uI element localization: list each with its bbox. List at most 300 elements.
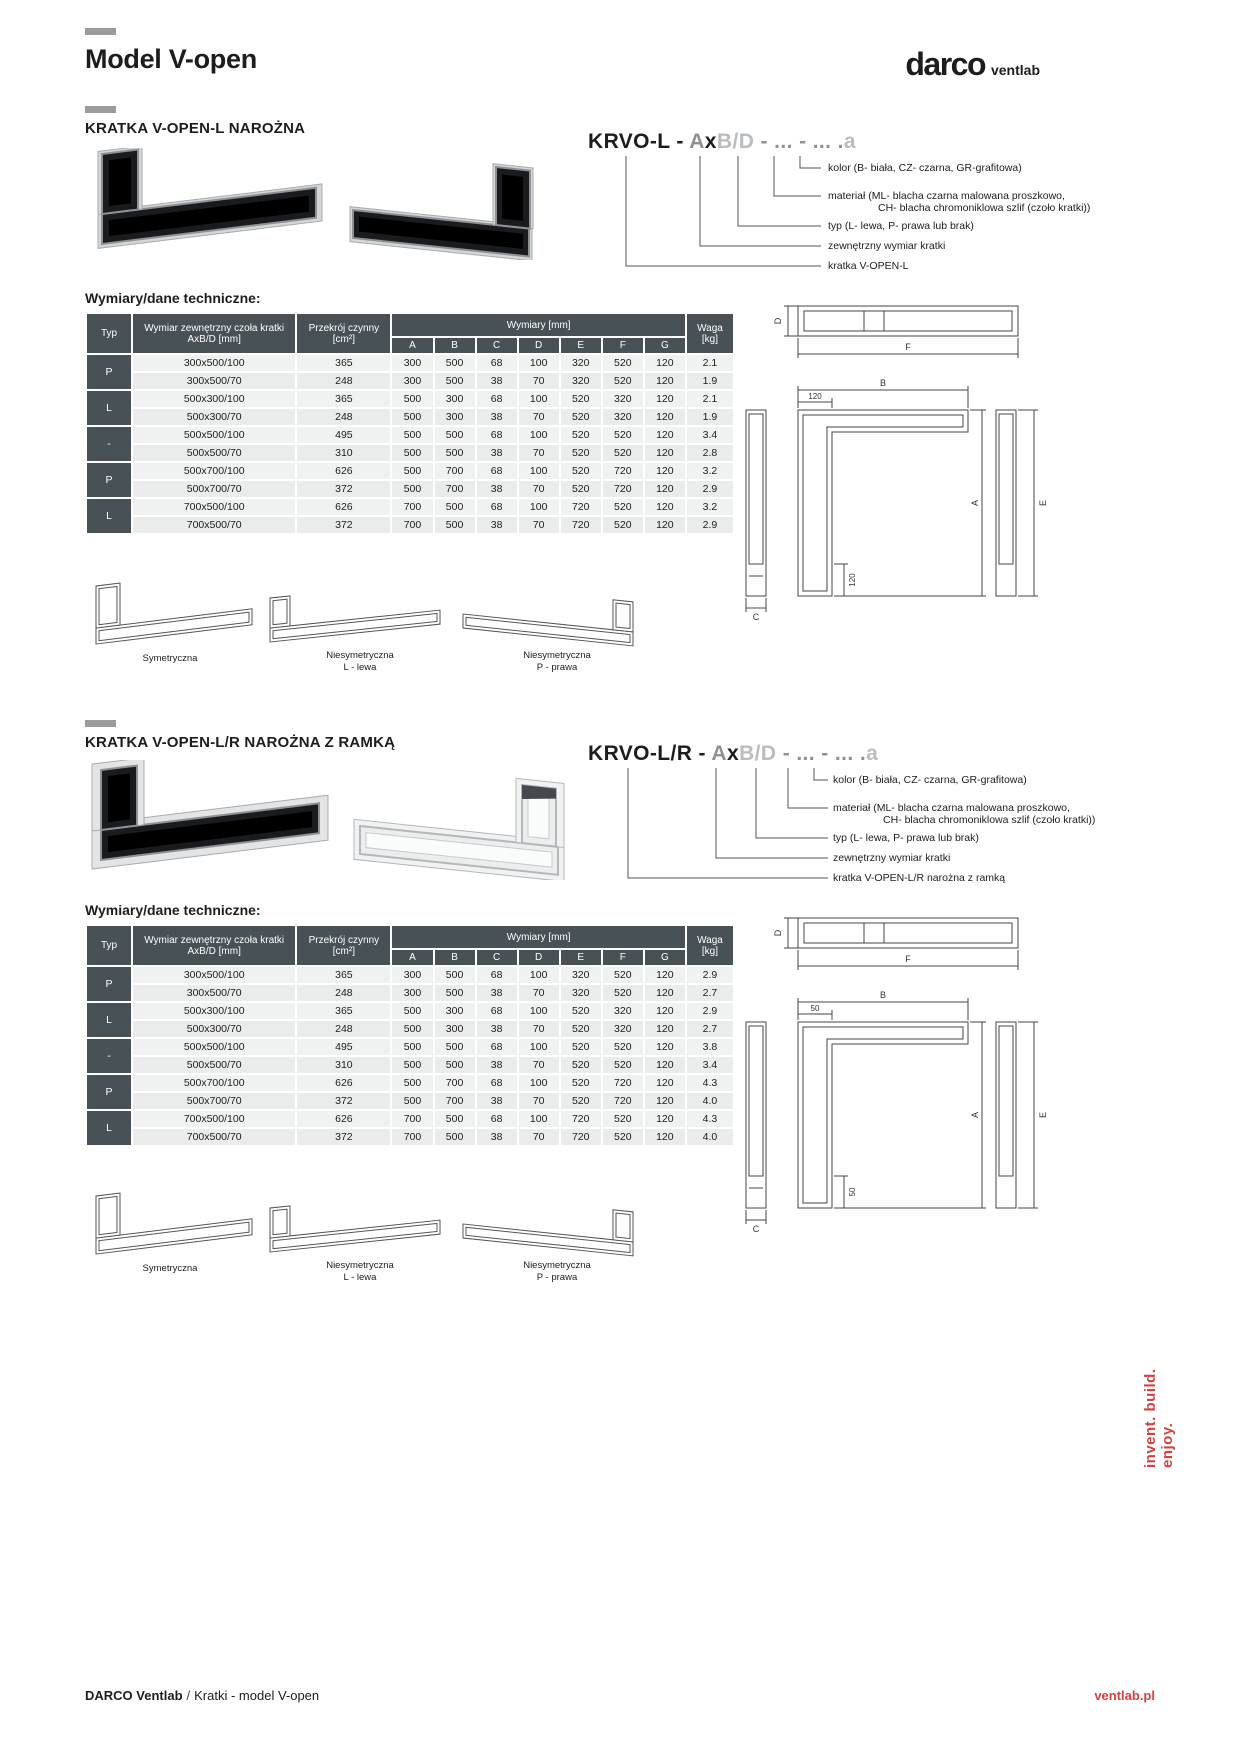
table-cell: 520 [603,373,643,389]
table-cell: 520 [603,1111,643,1127]
table-cell: 626 [297,1111,390,1127]
table-row [87,1093,733,1109]
table-cell: 720 [561,1111,601,1127]
table-cell: 500x700/100 [133,1075,295,1091]
table-cell: 500 [392,1057,432,1073]
table-cell: 520 [561,1003,601,1019]
footer-left [85,1688,319,1703]
annotation-text: kolor (B- biała, CZ- czarna, GR-grafitowa) [828,162,1022,174]
footer-brand: DARCO Ventlab [85,1688,183,1703]
table-cell: 68 [477,1003,517,1019]
table-cell: 700 [392,517,432,533]
table-cell: 700 [435,1093,475,1109]
table-cell: 120 [645,463,685,479]
annotation-text: typ (L- lewa, P- prawa lub brak) [828,220,974,232]
table-cell: 300 [435,391,475,407]
table-header-cell: F [603,950,643,965]
table-header-cell: G [645,950,685,965]
caption-line: P - prawa [536,1272,578,1283]
table-cell: 365 [297,1003,390,1019]
table-cell: 300 [392,373,432,389]
table-cell: 700x500/70 [133,517,295,533]
annotation-text: kratka V-OPEN-L [828,260,909,272]
table-header-cell: Przekrój czynny [cm²] [297,314,390,353]
dim-label-a: A [970,1111,980,1119]
wireframe-asymmetric-left [262,1184,452,1259]
footer-site-link[interactable]: ventlab.pl [1094,1688,1155,1703]
table-cell: 38 [477,373,517,389]
section-1-subheading: Wymiary/dane techniczne: [85,290,261,306]
wireframe-symmetric [88,570,268,650]
table-cell: 720 [603,1075,643,1091]
table-cell: 2.7 [687,1021,733,1037]
table-cell: 310 [297,1057,390,1073]
table-cell: 520 [603,1039,643,1055]
table-cell: 120 [645,985,685,1001]
table-cell: 500 [392,1093,432,1109]
table-cell: 2.9 [687,517,733,533]
table-cell: 300 [435,409,475,425]
table-cell: 2.7 [687,985,733,1001]
type-cell: L [87,499,131,533]
table-cell: 520 [603,445,643,461]
annotation-outer-dim [833,853,950,865]
table-cell: 520 [561,1093,601,1109]
dim-label-e: E [1038,499,1048,507]
annotation-type [828,221,974,233]
table-cell: 120 [645,1129,685,1145]
table-header-cell: E [561,950,601,965]
table-header-cell: Typ [87,926,131,965]
table-cell: 520 [561,427,601,443]
section-dash [85,106,116,113]
table-cell: 626 [297,1075,390,1091]
table-header-cell: B [435,950,475,965]
table-cell: 495 [297,427,390,443]
table-cell: 700 [392,1129,432,1145]
table-cell: 300 [435,1021,475,1037]
dim-label-strip-top: 120 [808,392,822,401]
table-row [87,1129,733,1145]
wireframe-symmetric [88,1180,268,1260]
table-cell: 320 [603,409,643,425]
dim-label-d: D [773,317,783,325]
variant-caption-left [290,1260,430,1284]
section-1-heading: KRATKA V-OPEN-L NAROŻNA [85,120,306,137]
table-header-cell: Przekrój czynny [cm²] [297,926,390,965]
table-header-cell: Wymiar zewnętrzny czoła kratki AxB/D [mm] [133,926,295,965]
annotation-text: materiał (ML- blacha czarna malowana proszkowo, [828,190,1065,202]
table-header-cell: E [561,338,601,353]
technical-drawing-2 [738,910,1050,1238]
logo-darco: darco [905,46,985,82]
technical-drawing-1 [738,298,1050,626]
table-cell: 520 [561,463,601,479]
code-segment: KRVO-L - [588,130,684,153]
table-cell: 500 [392,1075,432,1091]
section-2-heading: KRATKA V-OPEN-L/R NAROŻNA Z RAMKĄ [85,734,396,751]
table-cell: 3.4 [687,1057,733,1073]
table-cell: 500 [435,445,475,461]
table-cell: 520 [561,481,601,497]
table-cell: 120 [645,355,685,371]
table-cell: 500x700/70 [133,481,295,497]
table-cell: 120 [645,445,685,461]
table-row [87,355,733,371]
table-row [87,1039,733,1055]
side-slogan: invent. build. enjoy. [1142,1368,1176,1468]
table-cell: 38 [477,1093,517,1109]
table-cell: 100 [519,391,559,407]
code-segment: x [726,742,740,765]
table-row [87,463,733,479]
table-cell: 500x700/70 [133,1093,295,1109]
table-cell: 100 [519,1039,559,1055]
table-row [87,985,733,1001]
table-cell: 100 [519,967,559,983]
type-cell: - [87,1039,131,1073]
annotation-color [828,163,1022,175]
dim-label-strip-bottom: 120 [848,573,857,587]
annotation-material [828,191,1090,214]
table-header-cell: C [477,338,517,353]
dim-label-strip-top: 50 [810,1004,820,1013]
dim-label-f: F [905,954,911,964]
table-cell: 2.9 [687,967,733,983]
table-cell: 300x500/100 [133,967,295,983]
annotation-text: kratka V-OPEN-L/R narożna z ramką [833,872,1006,884]
table-cell: 120 [645,517,685,533]
table-header-cell: A [392,338,432,353]
dim-label-c: C [752,1224,760,1234]
table-cell: 70 [519,481,559,497]
code-segment: KRVO-L/R - [588,742,706,765]
table-cell: 300 [392,967,432,983]
table-cell: 38 [477,409,517,425]
table-cell: 320 [561,373,601,389]
table-cell: 720 [561,517,601,533]
table-cell: 520 [561,1057,601,1073]
table-cell: 372 [297,1093,390,1109]
section-dash [85,720,116,727]
table-cell: 320 [561,985,601,1001]
table-cell: 310 [297,445,390,461]
table-cell: 500x500/100 [133,427,295,443]
table-header-cell: Waga [kg] [687,926,733,965]
type-cell: L [87,391,131,425]
table-cell: 500 [392,481,432,497]
table-cell: 700 [435,463,475,479]
annotation-text: CH- blacha chromoniklowa szlif (czoło kratki)) [883,813,1096,826]
variant-caption-symmetric [110,653,230,665]
section-dash [85,28,116,35]
table-cell: 700 [435,481,475,497]
table-row [87,1003,733,1019]
table-cell: 700x500/100 [133,499,295,515]
annotation-outer-dim [828,241,945,253]
table-cell: 68 [477,391,517,407]
table-cell: 520 [603,1057,643,1073]
table-cell: 520 [561,1039,601,1055]
table-cell: 700x500/70 [133,1129,295,1145]
code-segment: B/D [739,742,777,765]
table-cell: 3.2 [687,499,733,515]
table-cell: 500 [435,1129,475,1145]
annotation-type [833,833,979,845]
table-row [87,1057,733,1073]
type-cell: P [87,355,131,389]
table-cell: 720 [603,463,643,479]
code-segment: A [683,130,705,153]
table-cell: 500x700/100 [133,463,295,479]
table-cell: 100 [519,499,559,515]
table-header-cell: Wymiary [mm] [392,926,684,948]
table-cell: 500 [435,427,475,443]
footer-doc-title: Kratki - model V-open [194,1688,320,1703]
brand-logo [855,46,1040,83]
table-cell: 120 [645,1039,685,1055]
annotation-material [833,803,1095,826]
table-header-cell: Waga [kg] [687,314,733,353]
table-cell: 626 [297,499,390,515]
dim-label-strip-bottom: 50 [848,1187,857,1197]
variant-caption-symmetric [110,1263,230,1275]
table-cell: 500 [392,391,432,407]
product-image-corner-grille-black-1 [88,148,338,260]
table-cell: 520 [603,427,643,443]
code-segment: B/D [716,130,755,153]
table-cell: 248 [297,985,390,1001]
annotation-color [833,775,1027,787]
table-cell: 120 [645,1075,685,1091]
table-cell: 38 [477,1129,517,1145]
table-cell: 100 [519,1075,559,1091]
table-cell: 70 [519,1093,559,1109]
table-cell: 500x500/70 [133,1057,295,1073]
table-cell: 520 [603,1129,643,1145]
dim-label-e: E [1038,1111,1048,1119]
variant-caption-right [487,1260,627,1284]
table-cell: 38 [477,1021,517,1037]
table-cell: 700x500/100 [133,1111,295,1127]
table-header-cell: A [392,950,432,965]
table-cell: 720 [603,1093,643,1109]
code-segment: a [843,130,856,153]
table-cell: 38 [477,517,517,533]
table-row [87,481,733,497]
table-cell: 2.1 [687,391,733,407]
table-row [87,1111,733,1127]
table-cell: 500x300/70 [133,1021,295,1037]
product-image-framed-grille-white [350,762,580,880]
table-cell: 365 [297,391,390,407]
table-cell: 3.8 [687,1039,733,1055]
dim-label-b: B [879,990,887,1000]
caption-line: L - lewa [343,662,377,673]
table-cell: 520 [561,1075,601,1091]
page-title: Model V-open [85,44,257,74]
table-cell: 520 [561,409,601,425]
table-cell: 500 [392,1039,432,1055]
table-cell: 500 [435,1039,475,1055]
table-cell: 500 [392,1003,432,1019]
table-header-cell: B [435,338,475,353]
dim-label-b: B [879,378,887,388]
table-cell: 248 [297,373,390,389]
table-cell: 520 [561,391,601,407]
table-cell: 500x300/70 [133,409,295,425]
table-cell: 626 [297,463,390,479]
table-cell: 100 [519,1111,559,1127]
table-cell: 68 [477,427,517,443]
table-cell: 2.9 [687,481,733,497]
table-header-cell: G [645,338,685,353]
table-cell: 38 [477,481,517,497]
table-cell: 120 [645,427,685,443]
type-cell: P [87,967,131,1001]
table-row [87,391,733,407]
table-cell: 1.9 [687,373,733,389]
table-cell: 495 [297,1039,390,1055]
table-cell: 70 [519,373,559,389]
table-cell: 720 [603,481,643,497]
product-image-corner-grille-black-2 [345,150,545,260]
table-cell: 700 [392,499,432,515]
table-cell: 4.0 [687,1093,733,1109]
table-cell: 120 [645,1003,685,1019]
table-cell: 70 [519,409,559,425]
table-cell: 248 [297,1021,390,1037]
table-cell: 2.9 [687,1003,733,1019]
table-cell: 372 [297,481,390,497]
table-cell: 520 [561,445,601,461]
caption-line: P - prawa [536,662,578,673]
table-cell: 300x500/100 [133,355,295,371]
table-cell: 520 [603,355,643,371]
wireframe-asymmetric-right [455,574,645,649]
wireframe-asymmetric-right [455,1184,645,1259]
table-cell: 120 [645,373,685,389]
table-cell: 320 [603,391,643,407]
product-code [588,742,878,766]
dimensions-table-1 [85,312,735,535]
annotation-text: materiał (ML- blacha czarna malowana proszkowo, [833,802,1070,814]
code-segment: - ... - ... . [754,130,844,153]
table-cell: 68 [477,1039,517,1055]
table-header-cell: F [603,338,643,353]
table-cell: 500 [435,517,475,533]
table-cell: 520 [603,985,643,1001]
caption-line: Symetryczna [142,1263,198,1274]
table-cell: 68 [477,463,517,479]
table-cell: 100 [519,355,559,371]
table-cell: 500 [435,1111,475,1127]
caption-line: Niesymetryczna [523,650,591,661]
table-cell: 2.8 [687,445,733,461]
table-cell: 720 [561,499,601,515]
code-segment: x [704,130,717,153]
caption-line: Niesymetryczna [326,1260,394,1271]
table-cell: 120 [645,481,685,497]
table-cell: 68 [477,355,517,371]
table-cell: 500 [392,427,432,443]
product-code [588,130,856,154]
type-cell: L [87,1111,131,1145]
table-cell: 120 [645,409,685,425]
dim-label-d: D [773,929,783,937]
table-cell: 3.2 [687,463,733,479]
table-cell: 520 [603,517,643,533]
variant-caption-left [290,650,430,674]
annotation-text: typ (L- lewa, P- prawa lub brak) [833,832,979,844]
table-row [87,409,733,425]
table-header-cell: C [477,950,517,965]
table-cell: 70 [519,517,559,533]
table-cell: 372 [297,1129,390,1145]
dimensions-table-2 [85,924,735,1147]
table-cell: 4.3 [687,1075,733,1091]
table-cell: 500 [435,967,475,983]
wireframe-asymmetric-left [262,574,452,649]
table-cell: 120 [645,499,685,515]
table-cell: 120 [645,1111,685,1127]
table-row [87,445,733,461]
table-cell: 500 [435,355,475,371]
type-cell: P [87,1075,131,1109]
table-cell: 320 [603,1021,643,1037]
caption-line: L - lewa [343,1272,377,1283]
table-cell: 700 [435,1075,475,1091]
table-cell: 100 [519,463,559,479]
table-cell: 500x500/70 [133,445,295,461]
table-cell: 320 [561,967,601,983]
annotation-text: zewnętrzny wymiar kratki [833,852,951,864]
table-cell: 300 [392,355,432,371]
type-cell: - [87,427,131,461]
caption-line: Niesymetryczna [326,650,394,661]
table-cell: 520 [603,499,643,515]
table-cell: 320 [603,1003,643,1019]
table-row [87,967,733,983]
dim-label-a: A [970,499,980,507]
table-cell: 372 [297,517,390,533]
code-segment: a [866,742,879,765]
table-cell: 500 [392,445,432,461]
table-cell: 300x500/70 [133,985,295,1001]
table-cell: 4.3 [687,1111,733,1127]
table-row [87,517,733,533]
table-cell: 68 [477,1111,517,1127]
variant-caption-right [487,650,627,674]
table-cell: 500 [392,409,432,425]
table-cell: 500 [392,1021,432,1037]
table-cell: 68 [477,967,517,983]
table-cell: 500 [435,1057,475,1073]
table-header-cell: D [519,950,559,965]
table-cell: 720 [561,1129,601,1145]
table-cell: 500 [435,373,475,389]
table-cell: 120 [645,967,685,983]
table-cell: 1.9 [687,409,733,425]
type-cell: L [87,1003,131,1037]
table-cell: 500x300/100 [133,391,295,407]
annotation-text: kolor (B- biała, CZ- czarna, GR-grafitowa) [833,774,1027,786]
caption-line: Symetryczna [142,653,198,664]
table-cell: 38 [477,445,517,461]
footer-separator: / [186,1688,191,1703]
table-cell: 3.4 [687,427,733,443]
table-cell: 100 [519,1003,559,1019]
